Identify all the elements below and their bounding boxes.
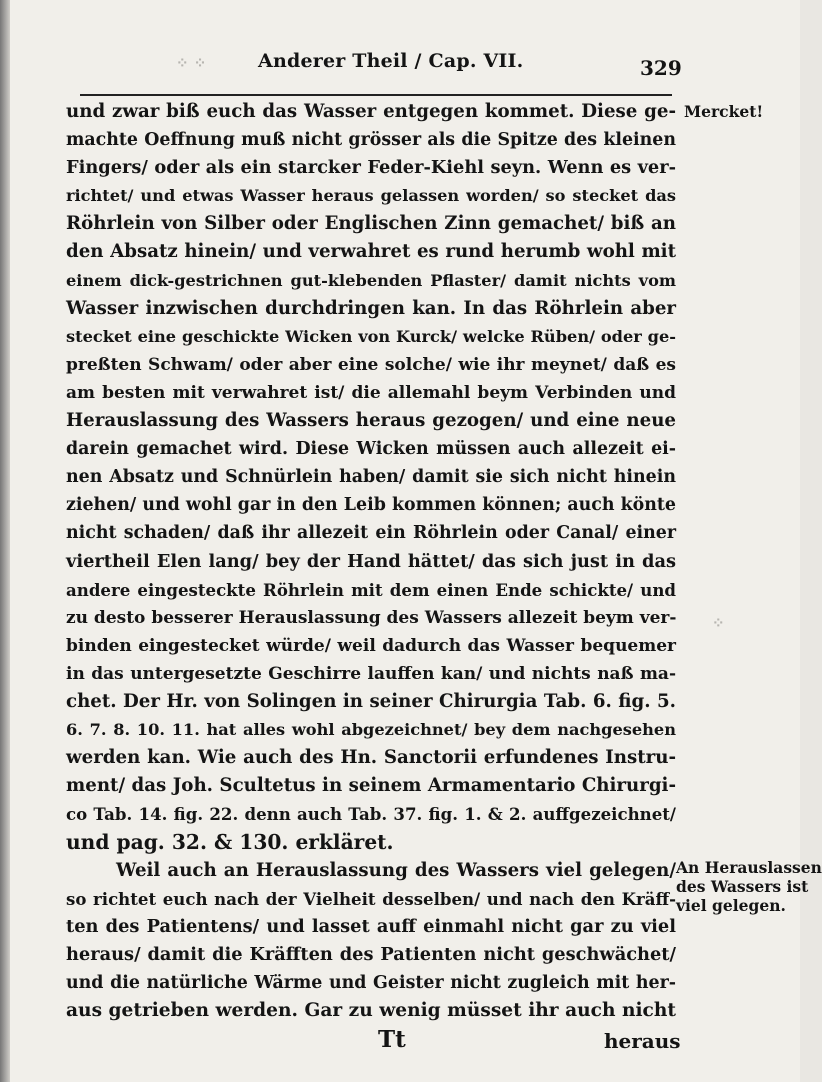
text-line: richtet/ und etwas Wasser heraus gelassen worden/ so stecket das [66, 186, 676, 206]
text-line: und pag. 32. & 130. erkläret. [66, 830, 394, 855]
text-line: ziehen/ und wohl gar in den Leib kommen können; auch könte [66, 495, 676, 516]
text-line: aus getrieben werden. Gar zu wenig müsset ihr auch nicht [66, 1000, 676, 1021]
text-line: werden kan. Wie auch des Hn. Sanctorii erfundenes Instru- [66, 747, 676, 769]
header-rule [80, 94, 672, 96]
text-line: ten des Patientens/ und lasset auff einmahl nicht gar zu viel [66, 915, 676, 937]
paragraph-start-line: Weil auch an Herauslassung des Wassers viel gelegen/ [116, 859, 676, 881]
margin-note-line: des Wassers ist [676, 877, 809, 896]
page-number: 329 [640, 56, 682, 80]
text-line: den Absatz hinein/ und verwahret es rund herumb wohl mit [66, 241, 676, 263]
text-line: co Tab. 14. fig. 22. denn auch Tab. 37. fig. 1. & 2. auffgezeichnet/ [66, 804, 676, 825]
text-line: Herauslassung des Wassers heraus gezogen/ und eine neue [66, 410, 676, 432]
text-line: nicht schaden/ daß ihr allezeit ein Röhrlein oder Canal/ einer [66, 523, 676, 544]
text-line: nen Absatz und Schnürlein haben/ damit sie sich nicht hinein [66, 467, 676, 488]
text-line: darein gemachet wird. Diese Wicken müssen auch allezeit ei- [66, 439, 676, 460]
text-line: und zwar biß euch das Wasser entgegen kommet. Diese ge- [66, 101, 676, 122]
text-line: 6. 7. 8. 10. 11. hat alles wohl abgezeichnet/ bey dem nachgesehen [66, 720, 676, 740]
page-gutter-shadow [0, 0, 10, 1082]
text-line: heraus/ damit die Kräfften des Patienten nicht geschwächet/ [66, 943, 676, 965]
text-line: und die natürliche Wärme und Geister nicht zugleich mit her- [66, 972, 676, 993]
margin-note-herauslassen [676, 858, 822, 915]
text-line: stecket eine geschickte Wicken von Kurck/ welcke Rüben/ oder ge- [66, 326, 676, 346]
text-line: einem dick-gestrichnen gut-klebenden Pflaster/ damit nichts vom [66, 270, 676, 290]
text-line: preßten Schwam/ oder aber eine solche/ wie ihr meynet/ daß es [66, 354, 676, 375]
text-line: ment/ das Joh. Scultetus in seinem Armamentario Chirurgi- [66, 775, 676, 797]
text-line: Wasser inzwischen durchdringen kan. In das Röhrlein aber [66, 297, 676, 319]
running-head: Anderer Theil / Cap. VII. [258, 50, 524, 72]
text-line: so richtet euch nach der Vielheit desselben/ und nach den Kräff- [66, 888, 676, 909]
margin-note-line: An Herauslassen [676, 858, 822, 877]
text-line: Fingers/ oder als ein starcker Feder-Kiehl seyn. Wenn es ver- [66, 157, 676, 179]
text-line: in das untergesetzte Geschirre lauffen kan/ und nichts naß ma- [66, 663, 676, 684]
bleed-through-text: ⁘ [712, 614, 725, 632]
signature-mark: Tt [378, 1026, 406, 1053]
text-line: viertheil Elen lang/ bey der Hand hättet/ das sich just in das [66, 550, 676, 572]
text-line: Röhrlein von Silber oder Englischen Zinn gemachet/ biß an [66, 213, 676, 235]
text-line: machte Oeffnung muß nicht grösser als die Spitze des kleinen [66, 130, 676, 151]
text-line: chet. Der Hr. von Solingen in seiner Chirurgia Tab. 6. fig. 5. [66, 690, 676, 712]
text-line: binden eingestecket würde/ weil dadurch das Wasser bequemer [66, 635, 676, 656]
catchword: heraus [604, 1029, 681, 1053]
margin-note-line: viel gelegen. [676, 896, 786, 915]
bleed-through-text: ⁘ ⁘ [176, 54, 207, 72]
text-line: andere eingesteckte Röhrlein mit dem einen Ende schickte/ und [66, 579, 676, 600]
margin-note-merket: Mercket! [684, 102, 764, 121]
text-line: zu desto besserer Herauslassung des Wassers allezeit beym ver- [66, 607, 677, 628]
body-text [66, 98, 676, 1025]
text-line: am besten mit verwahret ist/ die allemahl beym Verbinden und [66, 382, 676, 403]
